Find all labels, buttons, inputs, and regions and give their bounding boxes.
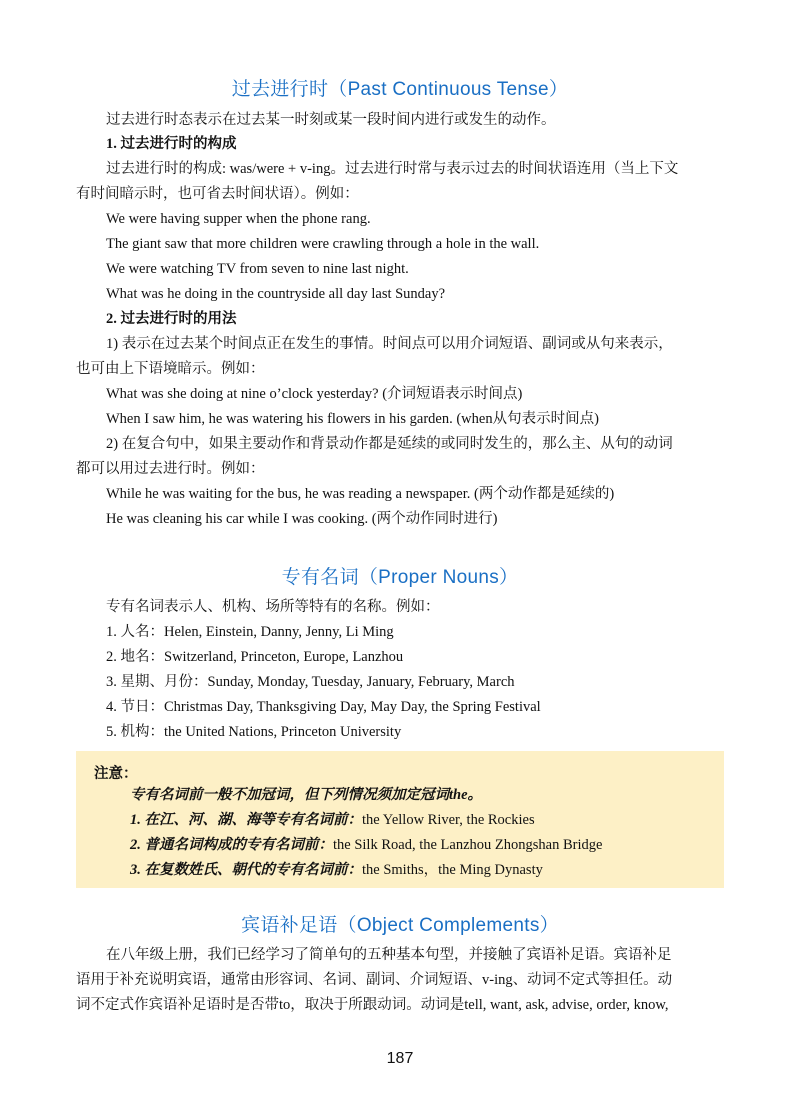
example-sentence: What was he doing in the countryside all day last Sunday?	[106, 286, 446, 302]
subheading: 1. 过去进行时的构成	[106, 136, 237, 152]
paragraph: 专有名词表示人、机构、场所等特有的名称。例如：	[106, 599, 440, 615]
paragraph: 2) 在复合句中，如果主要动作和背景动作都是延续的或同时发生的，那么主、从句的动词	[106, 436, 673, 452]
note-example: the Smiths，the Ming Dynasty	[362, 862, 543, 878]
note-line	[130, 860, 543, 880]
paragraph: 词不定式作宾语补足语时是否带to，取决于所跟动词。动词是tell, want, ask, advise, order, know,	[76, 997, 669, 1013]
section-title-object-complements: 宾语补足语（Object Complements）	[241, 915, 559, 936]
list-item: 2. 地名：Switzerland, Princeton, Europe, Lanzhou	[106, 649, 404, 665]
paragraph: 都可以用过去进行时。例如：	[76, 461, 265, 477]
note-heading: 注意：	[94, 766, 138, 782]
section-title-proper-nouns: 专有名词（Proper Nouns）	[281, 567, 519, 588]
list-item: 1. 人名：Helen, Einstein, Danny, Jenny, Li Ming	[106, 624, 394, 640]
list-item: 5. 机构：the United Nations, Princeton University	[106, 724, 402, 740]
list-item: 4. 节日：Christmas Day, Thanksgiving Day, May Day, the Spring Festival	[106, 699, 541, 715]
example-sentence: The giant saw that more children were crawling through a hole in the wall.	[106, 236, 540, 252]
example-sentence: What was she doing at nine o’clock yesterday? (介词短语表示时间点)	[106, 386, 523, 402]
note-example: the Silk Road, the Lanzhou Zhongshan Bridge	[333, 837, 603, 853]
paragraph: 过去进行时的构成: was/were + v-ing。过去进行时常与表示过去的时间状语连用（当上下文	[106, 161, 679, 177]
note-rule: 2. 普通名词构成的专有名词前：	[130, 837, 333, 853]
page-number: 187	[386, 1050, 414, 1067]
note-rule: 1. 在江、河、湖、海等专有名词前：	[130, 812, 362, 828]
example-sentence: We were having supper when the phone rang.	[106, 211, 371, 227]
paragraph: 1) 表示在过去某个时间点正在发生的事情。时间点可以用介词短语、副词或从句来表示，	[106, 336, 673, 352]
example-sentence: We were watching TV from seven to nine last night.	[106, 261, 409, 277]
note-example: the Yellow River, the Rockies	[362, 812, 535, 828]
subheading: 2. 过去进行时的用法	[106, 311, 237, 327]
paragraph: 也可由上下语境暗示。例如：	[76, 361, 265, 377]
note-line	[130, 835, 602, 855]
paragraph: 过去进行时态表示在过去某一时刻或某一段时间内进行或发生的动作。	[106, 112, 556, 128]
paragraph: 有时间暗示时，也可省去时间状语）。例如：	[76, 186, 359, 202]
paragraph: 在八年级上册，我们已经学习了简单句的五种基本句型，并接触了宾语补足语。宾语补足	[106, 947, 672, 963]
example-sentence: He was cleaning his car while I was cooking. (两个动作同时进行)	[106, 511, 498, 527]
example-sentence: When I saw him, he was watering his flowers in his garden. (when从句表示时间点)	[106, 411, 599, 427]
note-line	[130, 785, 482, 805]
note-rule: 3. 在复数姓氏、朝代的专有名词前：	[130, 862, 362, 878]
note-text: 专有名词前一般不加冠词，但下列情况须加定冠词the。	[130, 787, 483, 803]
note-line	[130, 810, 535, 830]
list-item: 3. 星期、月份：Sunday, Monday, Tuesday, January, February, March	[106, 674, 515, 690]
example-sentence: While he was waiting for the bus, he was reading a newspaper. (两个动作都是延续的)	[106, 486, 615, 502]
paragraph: 语用于补充说明宾语，通常由形容词、名词、副词、介词短语、v-ing、动词不定式等担任。动	[76, 972, 673, 988]
section-title-past-continuous: 过去进行时（Past Continuous Tense）	[231, 79, 569, 100]
